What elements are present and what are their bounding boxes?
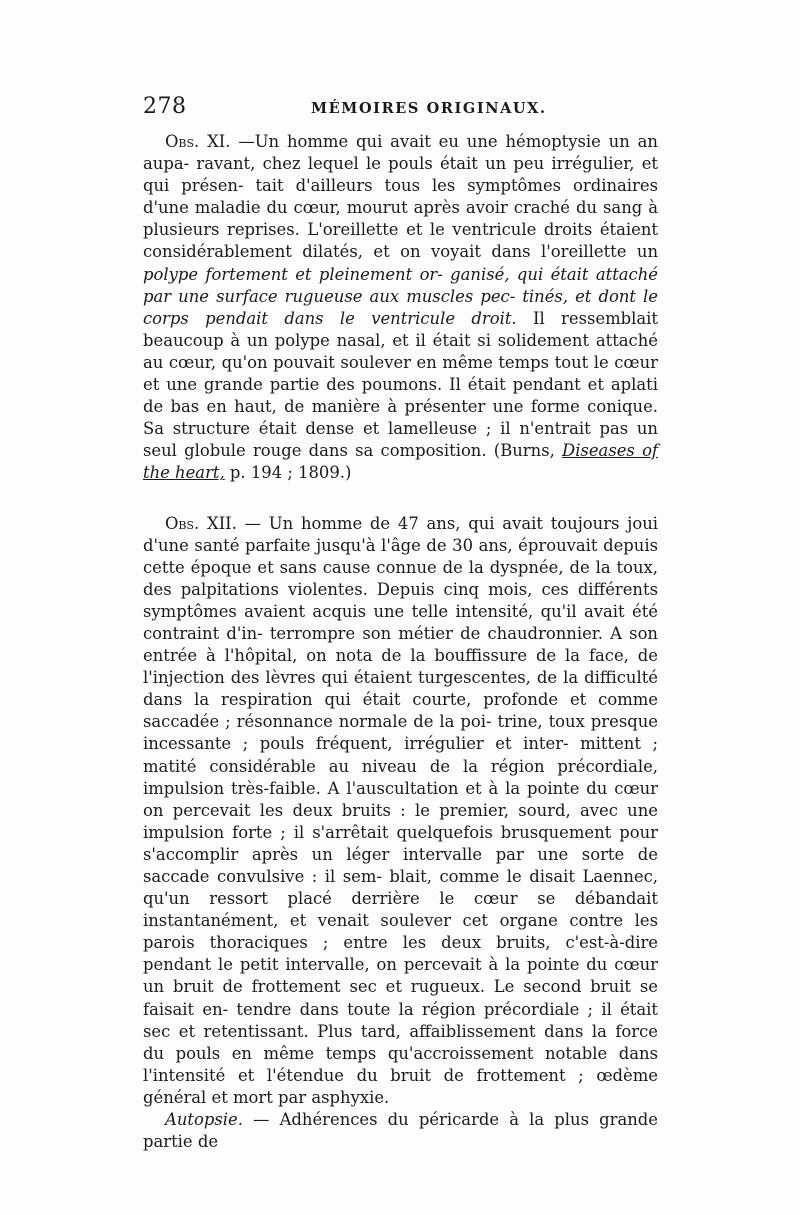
observation-12-paragraph [143,513,658,1110]
observation-12-label: Obs. XII. [165,513,237,533]
autopsy-text: — Adhérences du péricarde à la plus grande partie de [143,1110,658,1152]
autopsy-paragraph [143,1109,658,1153]
observation-11-text-2: Il ressemblait beaucoup à un polype nasal, et il était si solidement attaché au cœur, qu'on pouvait soulever en même temps tout le cœur et une grande partie des poumons. Il était pendant et aplati de bas en haut, de manière à présenter une forme conique. Sa structure était dense et lamelleuse ; il n'entrait pas un seul globule rouge dans sa composition. (Burns, [143,308,658,461]
observation-11-label: Obs. XI. [165,132,231,151]
observation-11-text-3: p. 194 ; 1809.) [224,463,352,483]
observation-11-paragraph [143,131,658,485]
page-number: 278 [143,94,187,119]
observation-11-reference-title: Diseases of the heart, [143,441,658,483]
running-title: MÉMOIRES ORIGINAUX. [311,100,547,117]
autopsy-label: Autopsie. [165,1110,243,1130]
observation-11-text-1: —Un homme qui avait eu une hémoptysie un an aupa- ravant, chez lequel le pouls était un peu irrégulier, et qui présen- tait d'ailleurs tous les symptômes ordinaires d'une maladie du cœur, mourut après avoir craché du sang à plusieurs reprises. L'oreillette et le ventricule droits étaient considérablement dilatés, et on voyait dans l'oreillette un [143,132,658,262]
observation-12-text: — Un homme de 47 ans, qui avait toujours joui d'une santé parfaite jusqu'à l'âge de 30 ans, éprouvait depuis cette époque et sans cause connue de la dyspnée, de la toux, des palpitations violentes. Depuis cinq mois, ces différents symptômes avaient acquis une telle intensité, qu'il avait été contraint d'in- terrompre son métier de chaudronnier. A son entrée à l'hôpital, on nota de la bouffissure de la face, de l'injection des lèvres qui étaient turgescentes, de la difficulté dans la respiration qui était courte, profonde et comme saccadée ; résonnance normale de la poi- trine, toux presque incessante ; pouls fréquent, irrégulier et inter- mittent ; matité considérable au niveau de la région précordiale, impulsion très-faible. A l'auscultation et à la pointe du cœur on percevait les deux bruits : le premier, sourd, avec une impulsion forte ; il s'arrêtait quelquefois brusquement pour s'accomplir après un léger intervalle par une sorte de saccade convulsive : il sem- blait, comme le disait Laennec, qu'un ressort placé derrière le cœur se débandait instantanément, et venait soulever cet organe contre les parois thoraciques ; entre les deux bruits, c'est-à-dire pendant le petit intervalle, on percevait à la pointe du cœur un bruit de frottement sec et rugueux. Le second bruit se faisait en- tendre dans toute la région précordiale ; il était sec et retentissant. Plus tard, affaiblissement dans la force du pouls en même temps qu'accroissement notable dans l'intensité et l'étendue du bruit de frottement ; œdème général et mort par asphyxie. [143,513,658,1107]
page-header [143,94,658,122]
observation-11-italic-text: polype fortement et pleinement or- ganisé, qui était attaché par une surface rugueuse aux muscles pec- tinés, et dont le corps pendait dans le ventricule droit. [143,264,658,328]
body-text [143,131,658,1153]
